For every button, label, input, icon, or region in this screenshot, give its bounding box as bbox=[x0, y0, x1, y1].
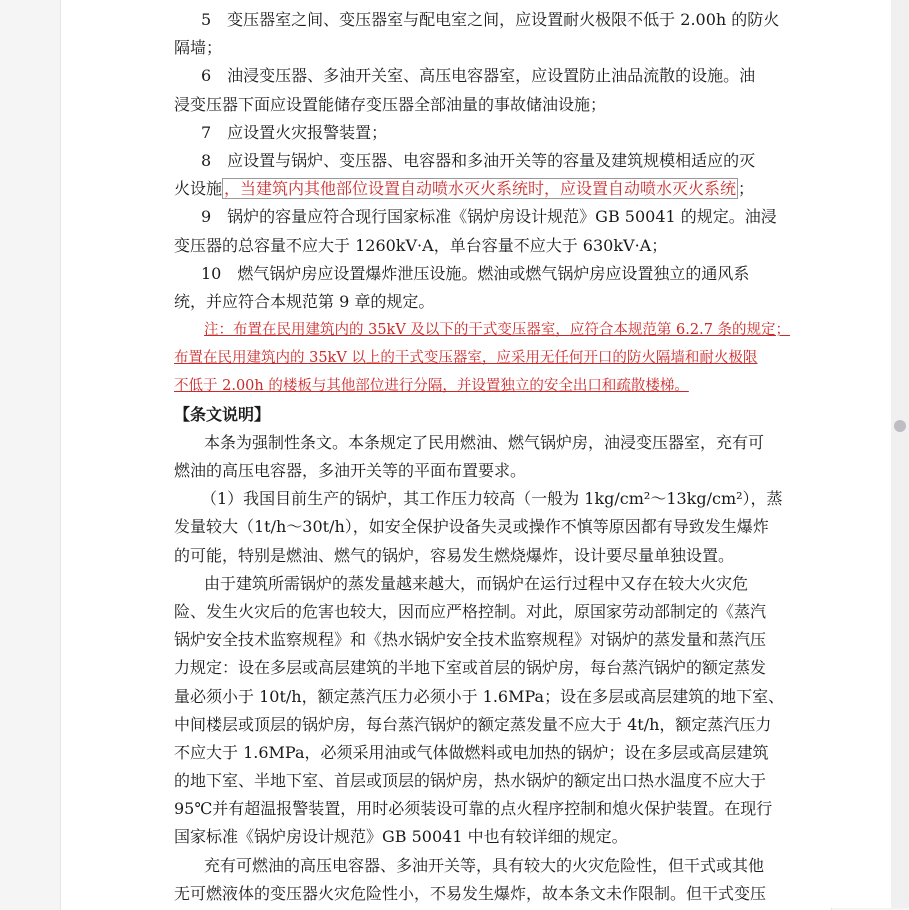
text-line: 锅炉安全技术监察规程》和《热水锅炉安全技术监察规程》对锅炉的蒸发量和蒸汽压 bbox=[174, 630, 767, 650]
text-segment: 火设施 bbox=[174, 179, 223, 199]
text-line: 统，并应符合本规范第 9 章的规定。 bbox=[174, 291, 435, 311]
text-line: 6 油浸变压器、多油开关室、高压电容器室，应设置防止油品流散的设施。油 bbox=[201, 66, 756, 86]
text-line: 本条为强制性条文。本条规定了民用燃油、燃气锅炉房，油浸变压器室，充有可 bbox=[204, 432, 765, 452]
text-line: 不应大于 1.6MPa，必须采用油或气体做燃料或电加热的锅炉；设在多层或高层建筑 bbox=[174, 742, 769, 762]
text-line: 95℃并有超温报警装置，用时必须装设可靠的点火程序控制和熄火保护装置。在现行 bbox=[174, 799, 773, 819]
text-line bbox=[174, 175, 755, 203]
document-content bbox=[174, 6, 791, 908]
text-line: 的地下室、半地下室、首层或顶层的锅炉房，热水锅炉的额定出口热水温度不应大于 bbox=[174, 771, 767, 791]
scrollbar-track[interactable] bbox=[891, 0, 909, 908]
text-line: 的可能，特别是燃油、燃气的锅炉，容易发生燃烧爆炸，设计要尽量单独设置。 bbox=[174, 545, 735, 565]
text-line: 5 变压器室之间、变压器室与配电室之间，应设置耐火极限不低于 2.00h 的防火 bbox=[201, 10, 780, 29]
text-segment: ； bbox=[738, 179, 755, 199]
text-line: 量必须小于 10t/h，额定蒸汽压力必须小于 1.6MPa；设在多层或高层建筑的地下室、 bbox=[174, 686, 785, 706]
text-line: 9 锅炉的容量应符合现行国家标准《锅炉房设计规范》GB 50041 的规定。油浸 bbox=[201, 207, 777, 227]
text-line: 10 燃气锅炉房应设置爆炸泄压设施。燃油或燃气锅炉房应设置独立的通风系 bbox=[201, 263, 750, 283]
highlighted-annotation: ，当建筑内其他部位设置自动喷水灭火系统时，应设置自动喷水灭火系统 bbox=[224, 179, 737, 199]
text-line: 浸变压器下面应设置能储存变压器全部油量的事故储油设施； bbox=[174, 94, 607, 114]
text-line: 发量较大（1t/h～30t/h），如安全保护设备失灵或操作不慎等原因都有导致发生爆炸 bbox=[174, 517, 769, 537]
text-line: 力规定：设在多层或高层建筑的半地下室或首层的锅炉房，每台蒸汽锅炉的额定蒸发 bbox=[174, 658, 767, 678]
text-line: 险、发生火灾后的危害也较大，因而应严格控制。对此，原国家劳动部制定的《蒸汽 bbox=[174, 601, 767, 621]
text-line: 变压器的总容量不应大于 1260kV·A，单台容量不应大于 630kV·A； bbox=[174, 235, 668, 255]
text-line: 充有可燃油的高压电容器、多油开关等，具有较大的火灾危险性，但干式或其他 bbox=[204, 855, 765, 875]
note-line: 不低于 2.00h 的楼板与其他部位进行分隔，并设置独立的安全出口和疏散楼梯。 bbox=[174, 378, 689, 395]
note-line: 布置在民用建筑内的 35kV 以上的干式变压器室，应采用无任何开口的防火隔墙和耐火极限 bbox=[174, 350, 758, 367]
note-line: 注：布置在民用建筑内的 35kV 及以下的干式变压器室，应符合本规范第 6.2.7 条的规定； bbox=[204, 322, 791, 339]
text-line: 隔墙； bbox=[174, 38, 223, 58]
section-heading: 【条文说明】 bbox=[174, 404, 271, 424]
text-line: （1）我国目前生产的锅炉，其工作压力较高（一般为 1kg/cm²～13kg/cm²），蒸 bbox=[201, 489, 783, 509]
text-line: 8 应设置与锅炉、变压器、电容器和多油开关等的容量及建筑规模相适应的灭 bbox=[201, 150, 756, 170]
text-line: 由于建筑所需锅炉的蒸发量越来越大，而锅炉在运行过程中又存在较大火灾危 bbox=[204, 573, 749, 593]
scrollbar-thumb[interactable] bbox=[894, 420, 906, 432]
text-line: 燃油的高压电容器，多油开关等的平面布置要求。 bbox=[174, 461, 527, 480]
text-line: 国家标准《锅炉房设计规范》GB 50041 中也有较详细的规定。 bbox=[174, 827, 628, 847]
page-margin bbox=[831, 0, 891, 908]
text-line: 7 应设置火灾报警装置； bbox=[201, 122, 388, 142]
text-line: 无可燃液体的变压器火灾危险性小，不易发生爆炸，故本条文未作限制。但干式变压 bbox=[174, 883, 767, 903]
text-line: 中间楼层或顶层的锅炉房，每台蒸汽锅炉的额定蒸发量不应大于 4t/h，额定蒸汽压力 bbox=[174, 714, 772, 734]
